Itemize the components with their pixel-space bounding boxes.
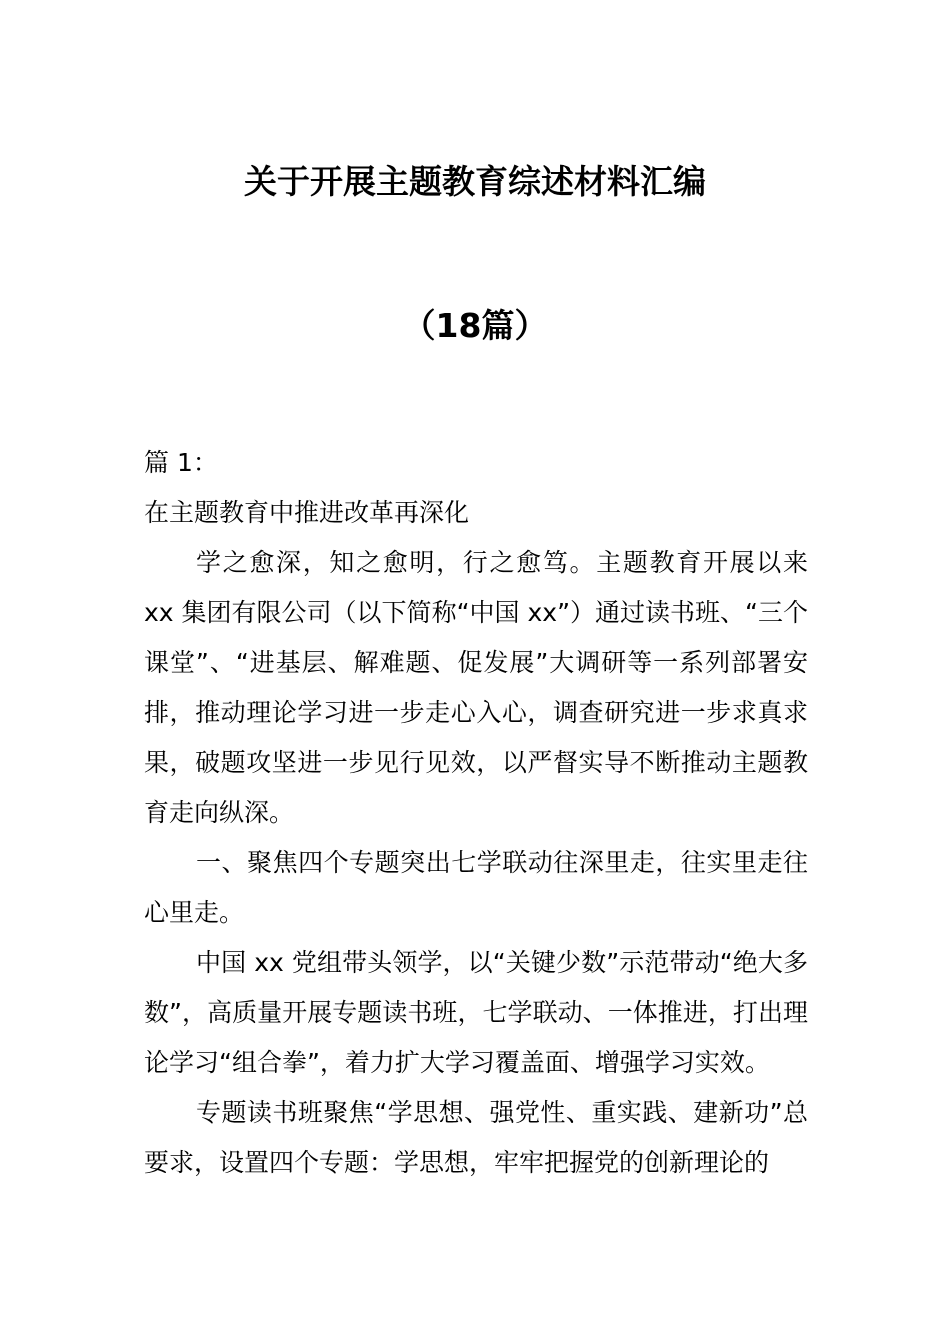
document-body [144, 438, 808, 1188]
document-subtitle: （18篇） [402, 306, 548, 345]
paragraph-3: 中国 xx 党组带头领学，以“关键少数”示范带动“绝大多数”，高质量开展专题读书班，七学联动、一体推进，打出理论学习“组合拳”，着力扩大学习覆盖面、增强学习实效。 [144, 948, 808, 1077]
paragraph-1: 学之愈深，知之愈明，行之愈笃。主题教育开展以来 xx 集团有限公司（以下简称“中国 xx”）通过读书班、“三个课堂”、“进基层、解难题、促发展”大调研等一系列部署安排，推动理论学习进一步走心入心，调查研究进一步求真求果，破题攻坚进一步见行见效，以严督实导不断推动主题教育走向纵深。 [144, 548, 808, 827]
paragraph-2-heading: 一、聚焦四个专题突出七学联动往深里走，往实里走往心里走。 [144, 848, 808, 927]
document-title: 关于开展主题教育综述材料汇编 [244, 162, 706, 201]
paragraph-4: 专题读书班聚焦“学思想、强党性、重实践、建新功”总要求，设置四个专题：学思想，牢牢把握党的创新理论的 [144, 1098, 808, 1177]
section-label: 篇 1： [144, 448, 218, 477]
article-title: 在主题教育中推进改革再深化 [144, 498, 470, 527]
